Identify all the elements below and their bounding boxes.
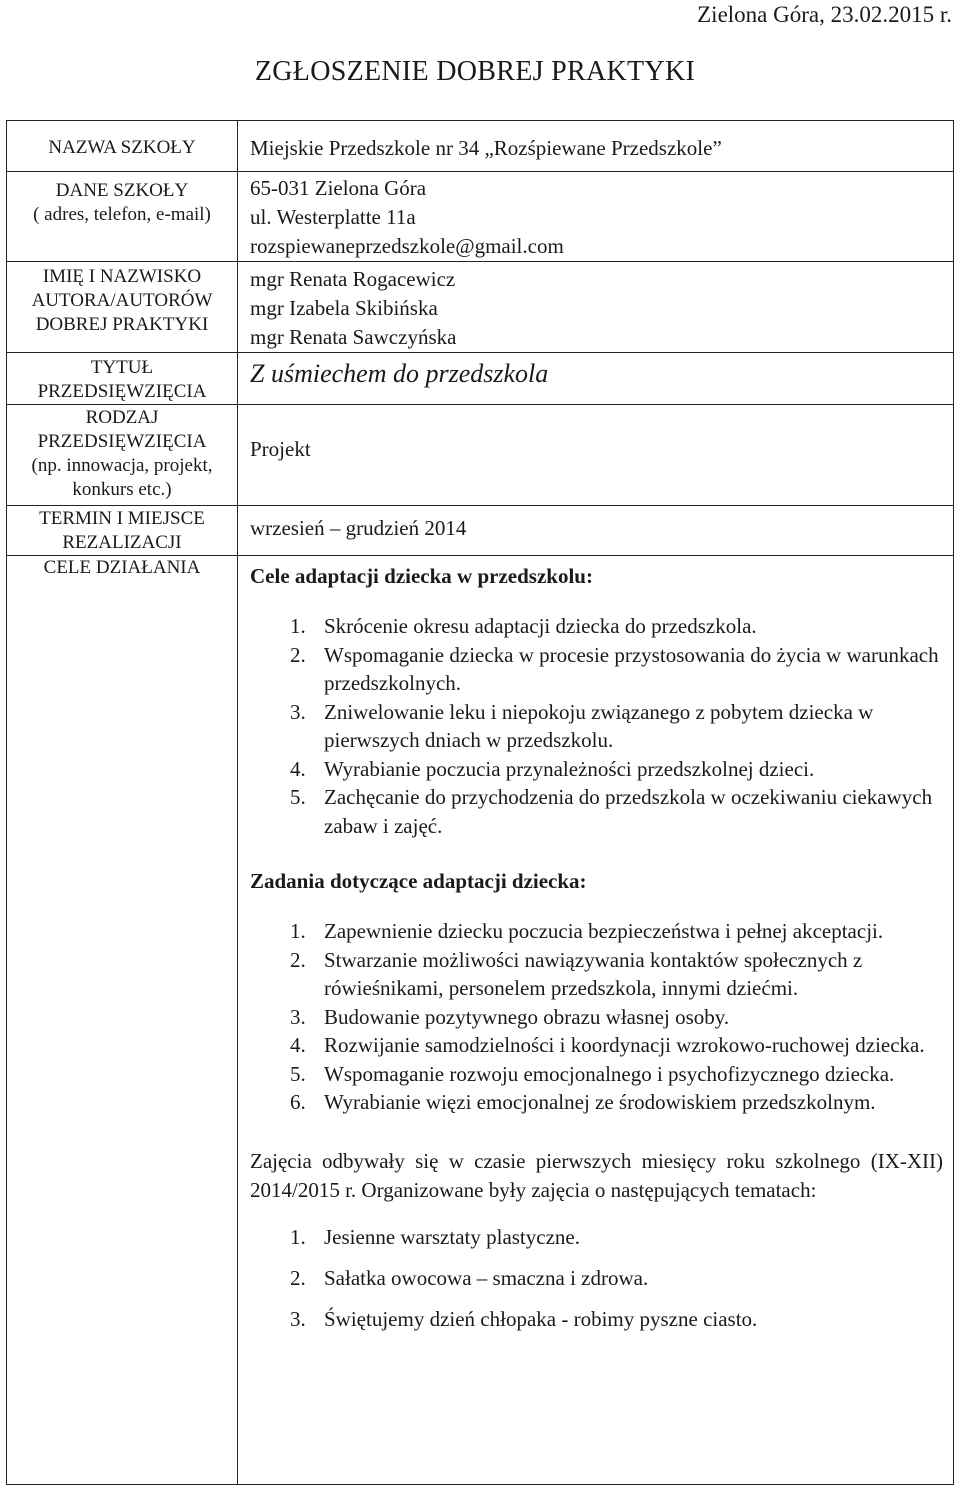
school-address-postal: 65-031 Zielona Góra	[250, 176, 427, 200]
school-name-row	[7, 121, 954, 172]
school-name-label-cell	[7, 121, 238, 172]
list-item	[290, 641, 943, 698]
list-item-text: Sałatka owocowa – smaczna i zdrowa.	[324, 1265, 649, 1290]
list-item-text: Stwarzanie możliwości nawiązywania kontaktów społecznych z rówieśnikami, personelem przedszkola, innymi dziećmi.	[324, 947, 863, 1000]
list-item-text: Świętujemy dzień chłopaka - robimy pyszne ciasto.	[324, 1306, 758, 1331]
list-item-text: Wyrabianie poczucia przynależności przedszkolnej dzieci.	[324, 756, 815, 781]
school-address-street: ul. Westerplatte 11a	[250, 205, 416, 229]
list-item	[290, 755, 943, 784]
list-item-number: 5.	[290, 1061, 306, 1086]
authors-value-cell	[238, 262, 954, 353]
authors-label-line: AUTORA/AUTORÓW	[31, 290, 213, 311]
list-item	[290, 612, 943, 641]
list-item-text: Zachęcanie do przychodzenia do przedszkola w oczekiwaniu ciekawych zabaw i zajęć.	[324, 785, 933, 838]
project-title-label	[7, 353, 237, 404]
authors-label-line: DOBREJ PRAKTYKI	[35, 314, 209, 335]
list-item-text: Wspomaganie dziecka w procesie przystosowania do życia w warunkach przedszkolnych.	[324, 642, 939, 695]
tasks-heading: Zadania dotyczące adaptacji dziecka:	[250, 869, 587, 893]
school-data-row	[7, 172, 954, 262]
school-data-value	[238, 172, 953, 261]
school-data-label-cell	[7, 172, 238, 262]
list-item-number: 2.	[290, 642, 306, 667]
list-item-number: 6.	[290, 1090, 306, 1114]
author-name: mgr Renata Sawczyńska	[250, 325, 457, 349]
project-title-row	[7, 353, 954, 405]
list-item	[290, 1223, 943, 1252]
project-type-label-line: RODZAJ	[85, 407, 159, 428]
list-item	[290, 783, 943, 840]
list-item	[290, 1031, 943, 1060]
good-practice-form-table	[6, 120, 954, 1485]
school-data-value-cell	[238, 172, 954, 262]
topics-list	[250, 1223, 943, 1334]
list-item-text: Jesienne warsztaty plastyczne.	[324, 1224, 580, 1249]
term-label-line: REZALIZACJI	[62, 532, 182, 553]
project-title-label-cell	[7, 353, 238, 405]
list-item-text: Zapewnienie dziecku poczucia bezpieczeństwa i pełnej akceptacji.	[324, 919, 884, 943]
tasks-list	[250, 917, 943, 1117]
list-item-text: Budowanie pozytywnego obrazu własnej osoby.	[324, 1004, 730, 1029]
list-item-number: 2.	[290, 947, 306, 972]
list-item-number: 3.	[290, 1004, 306, 1029]
goals-label: CELE DZIAŁANIA	[43, 557, 201, 578]
goals-content	[238, 556, 953, 1334]
project-title-label-line: PRZEDSIĘWZIĘCIA	[37, 381, 207, 402]
project-title-value: Z uśmiechem do przedszkola	[250, 359, 549, 388]
list-item	[290, 1003, 943, 1032]
list-item-number: 4.	[290, 756, 306, 781]
list-item	[290, 1088, 943, 1117]
document-date: Zielona Góra, 23.02.2015 r.	[697, 2, 952, 27]
list-item-text: Wyrabianie więzi emocjonalnej ze środowiskiem przedszkolnym.	[324, 1090, 876, 1114]
aims-list	[250, 612, 943, 840]
authors-value	[238, 262, 953, 352]
project-type-label-cell	[7, 405, 238, 506]
term-label	[7, 506, 237, 555]
list-item-number: 1.	[290, 614, 306, 638]
list-item-text: Zniwelowanie leku i niepokoju związanego z pobytem dziecka w pierwszych dniach w przedszkolu.	[324, 699, 874, 752]
project-type-value: Projekt	[250, 437, 311, 461]
term-label-line: TERMIN I MIEJSCE	[39, 508, 205, 529]
list-item-number: 2.	[290, 1265, 306, 1290]
school-name-value: Miejskie Przedszkole nr 34 „Rozśpiewane Przedszkole”	[250, 136, 722, 160]
list-item-text: Skrócenie okresu adaptacji dziecka do przedszkola.	[324, 614, 757, 638]
list-item-text: Rozwijanie samodzielności i koordynacji wzrokowo-ruchowej dziecka.	[324, 1033, 925, 1057]
project-type-label	[7, 405, 237, 502]
list-item-text: Wspomaganie rozwoju emocjonalnego i psychofizycznego dziecka.	[324, 1061, 895, 1086]
goals-row	[7, 556, 954, 1485]
project-type-label-line: (np. innowacja, projekt,	[31, 455, 213, 476]
authors-label-cell	[7, 262, 238, 353]
list-item	[290, 1060, 943, 1089]
list-item-number: 5.	[290, 785, 306, 809]
school-name-label: NAZWA SZKOŁY	[48, 137, 196, 158]
authors-label	[7, 262, 237, 337]
list-item-number: 3.	[290, 1306, 306, 1331]
list-item-number: 3.	[290, 699, 306, 724]
school-data-label	[7, 172, 237, 227]
author-name: mgr Renata Rogacewicz	[250, 267, 456, 291]
list-item	[290, 1305, 943, 1334]
document-title: ZGŁOSZENIE DOBREJ PRAKTYKI	[254, 56, 696, 87]
activities-paragraph: Zajęcia odbywały się w czasie pierwszych miesięcy roku szkolnego (IX-XII) 2014/2015 r. Organizowane były zajęcia o następujących tematach:	[250, 1148, 943, 1202]
term-row	[7, 506, 954, 556]
term-value-cell	[238, 506, 954, 556]
list-item	[290, 698, 943, 755]
list-item	[290, 946, 943, 1003]
list-item	[290, 917, 943, 946]
project-title-label-line: TYTUŁ	[90, 357, 154, 378]
project-title-value-cell	[238, 353, 954, 405]
school-email: rozspiewaneprzedszkole@gmail.com	[250, 234, 564, 258]
author-name: mgr Izabela Skibińska	[250, 296, 438, 320]
goals-value-cell	[238, 556, 954, 1485]
term-label-cell	[7, 506, 238, 556]
school-data-label-line: ( adres, telefon, e-mail)	[33, 204, 211, 225]
project-type-label-line: PRZEDSIĘWZIĘCIA	[37, 431, 207, 452]
list-item	[290, 1264, 943, 1293]
authors-label-line: IMIĘ I NAZWISKO	[42, 266, 202, 287]
project-type-value-cell	[238, 405, 954, 506]
list-item-number: 1.	[290, 919, 306, 943]
list-item-number: 1.	[290, 1224, 306, 1249]
project-type-label-line: konkurs etc.)	[72, 479, 172, 500]
school-name-value-cell	[238, 121, 954, 172]
goals-label-cell	[7, 556, 238, 1485]
authors-row	[7, 262, 954, 353]
school-data-label-line: DANE SZKOŁY	[55, 180, 189, 201]
term-value: wrzesień – grudzień 2014	[250, 516, 467, 540]
project-type-row	[7, 405, 954, 506]
aims-heading: Cele adaptacji dziecka w przedszkolu:	[250, 564, 593, 588]
list-item-number: 4.	[290, 1033, 306, 1057]
